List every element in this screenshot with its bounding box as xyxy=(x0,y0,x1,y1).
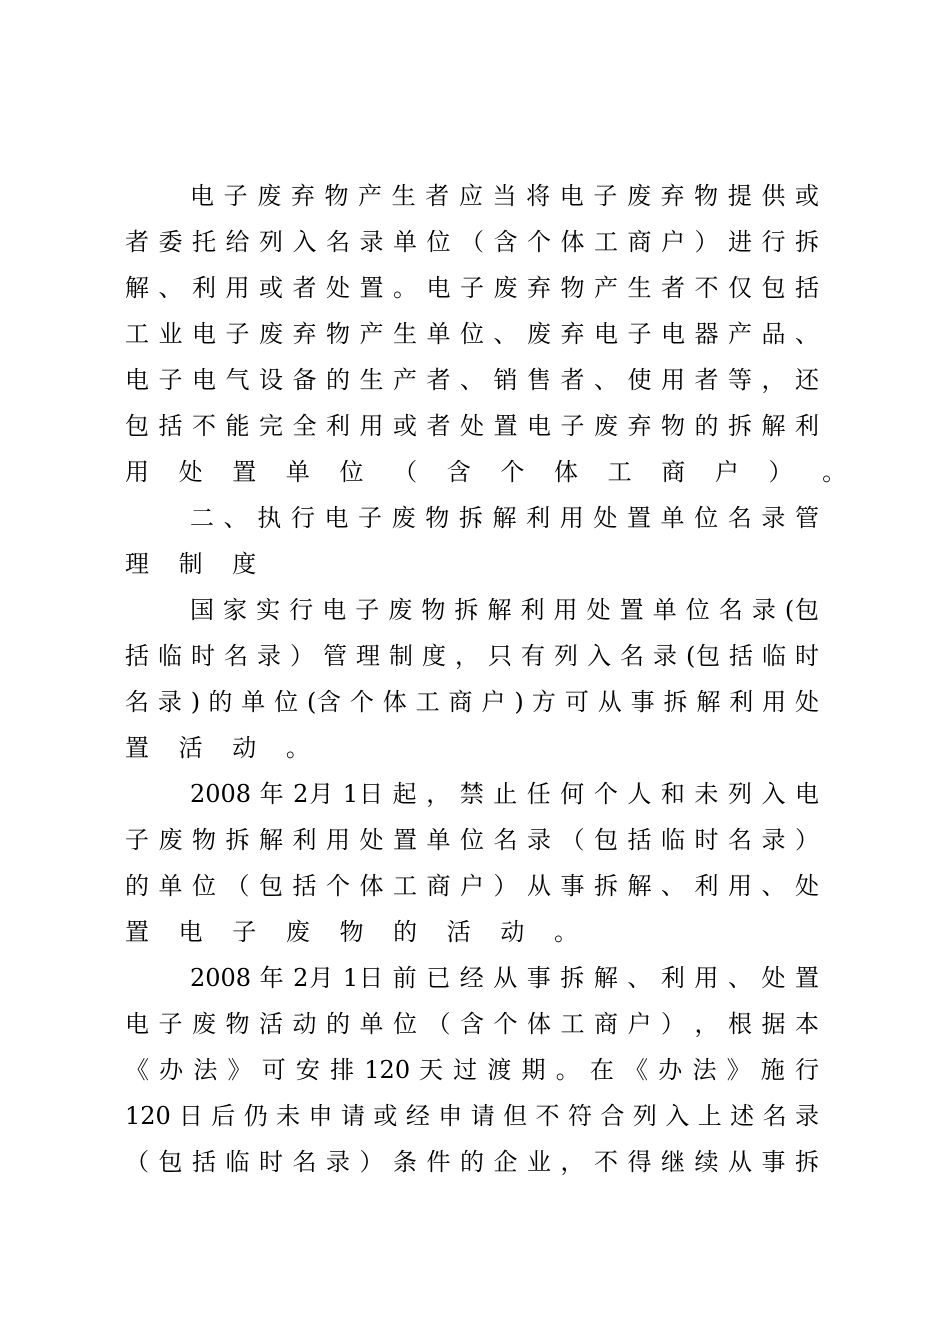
text-line: 《 办 法 》 可 安 排 120 天 过 渡 期 。 在 《 办 法 》 施 行 xyxy=(125,1056,819,1084)
text-line: 2008 年 2月 1日 前 已 经 从 事 拆 解 、 利 用 、 处 置 xyxy=(190,964,819,992)
text-line: 用 处 置 单 位 （ 含 个 体 工 商 户 ） 。 xyxy=(125,458,858,486)
text-line: 国 家 实 行 电 子 废 物 拆 解 利 用 处 置 单 位 名 录 (包 xyxy=(190,596,819,624)
text-line: 者 委 托 给 列 入 名 录 单 位 （ 含 个 体 工 商 户 ） 进 行 拆 xyxy=(125,228,819,256)
text-line: 置 电 子 废 物 的 活 动 。 xyxy=(125,918,590,946)
text-line: 子 废 物 拆 解 利 用 处 置 单 位 名 录 （ 包 括 临 时 名 录 ） xyxy=(125,826,819,854)
text-line: （ 包 括 临 时 名 录 ） 条 件 的 企 业 ， 不 得 继 续 从 事 拆 xyxy=(125,1148,819,1176)
section-heading: 理 制 度 xyxy=(125,550,268,578)
text-line: 电 子 废 弃 物 产 生 者 应 当 将 电 子 废 弃 物 提 供 或 xyxy=(190,182,819,210)
text-line: 置 活 动 。 xyxy=(125,734,321,762)
text-line: 2008 年 2月 1日 起 ， 禁 止 任 何 个 人 和 未 列 入 电 xyxy=(190,780,819,808)
text-line: 包 括 不 能 完 全 利 用 或 者 处 置 电 子 废 弃 物 的 拆 解 利 xyxy=(125,412,819,440)
text-line: 120 日 后 仍 未 申 请 或 经 申 请 但 不 符 合 列 入 上 述 名 录 xyxy=(125,1102,819,1130)
text-line: 解 、 利 用 或 者 处 置 。 电 子 废 弃 物 产 生 者 不 仅 包 括 xyxy=(125,274,819,302)
text-line: 的 单 位 （ 包 括 个 体 工 商 户 ） 从 事 拆 解 、 利 用 、 处 xyxy=(125,872,819,900)
text-line: 括 临 时 名 录 ） 管 理 制 度 ， 只 有 列 入 名 录 (包 括 临 时 xyxy=(125,642,819,670)
text-line: 工 业 电 子 废 弃 物 产 生 单 位 、 废 弃 电 子 电 器 产 品 、 xyxy=(125,320,819,348)
section-heading: 二 、 执 行 电 子 废 物 拆 解 利 用 处 置 单 位 名 录 管 xyxy=(190,504,819,532)
text-line: 名 录 ) 的 单 位 (含 个 体 工 商 户 ) 方 可 从 事 拆 解 利 用 处 xyxy=(125,688,819,716)
text-line: 电 子 废 物 活 动 的 单 位 （ 含 个 体 工 商 户 ） ， 根 据 本 xyxy=(125,1010,819,1038)
text-line: 电 子 电 气 设 备 的 生 产 者 、 销 售 者 、 使 用 者 等 ， 还 xyxy=(125,366,819,394)
